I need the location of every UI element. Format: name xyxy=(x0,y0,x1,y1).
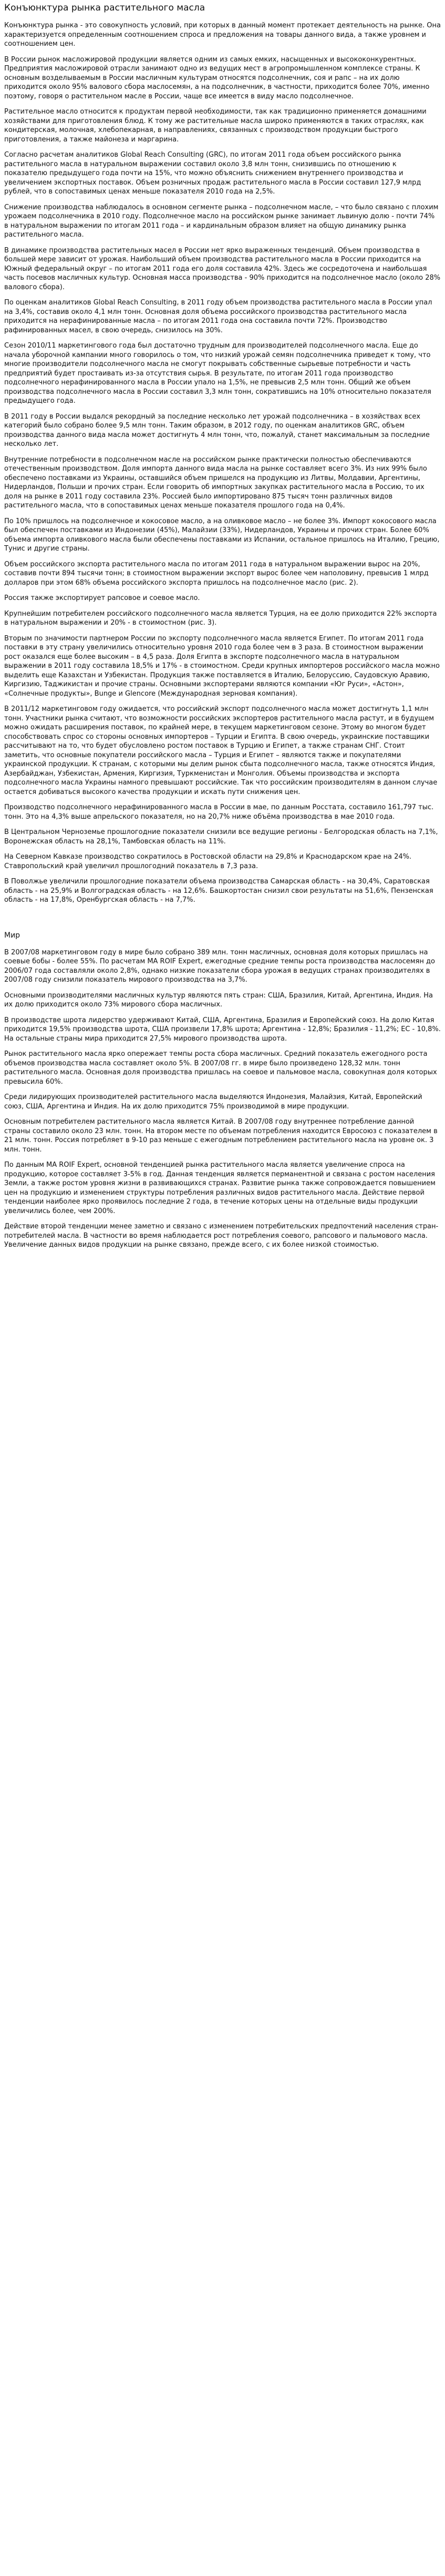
section-heading: Мир xyxy=(4,931,20,940)
paragraph: Согласно расчетам аналитиков Global Reach Consulting (GRC), по итогам 2011 года объем российского рынка растительного масла в натуральном выражении составил около 3,8 млн тонн, снизившись по отношению к показателю предыдущего года почти на 15%, что можно объяснить снижением внутреннего производства и увеличением экспортных поставок. Объем розничных продаж растительного масла в России составил 127,9 млрд рублей, что в сопоставимых ценах меньше показателя 2010 года на 2,5%. xyxy=(4,151,421,196)
paragraph: В Центральном Черноземье прошлогодние показатели снизили все ведущие регионы - Белгородская область на 7,1%, Воронежская область на 28,1%, Тамбовская область на 11%. xyxy=(4,828,438,846)
paragraph: Производство подсолнечного нерафинированного масла в России в мае, по данным Росстата, составило 161,797 тыс. тонн. Это на 4,3% выше апрельского показателя, но на 20,7% ниже объёма производства в мае 2010 года. xyxy=(4,803,434,821)
paragraph: Основными производителями масличных культур являются пять стран: США, Бразилия, Китай, Аргентина, Индия. На их долю приходится около 73% мирового сбора масличных. xyxy=(4,991,433,1009)
paragraph: Основным потребителем растительного масла является Китай. В 2007/08 году внутреннее потребление данной страны составило около 23 млн. тонн. На втором месте по объемам потребления находится Евросоюз с показателем в 21 млн. тонн. Россия потребляет в 9-10 раз меньше с ежегодным потреблением растительного масла на уровне ок. 3 млн. тонн. xyxy=(4,1118,438,1154)
paragraph: По оценкам аналитиков Global Reach Consulting, в 2011 году объем производства растительного масла в России упал на 3,4%, составив около 4,1 млн тонн. Основная доля объема российского производства растительного масла приходится на нерафинированные масла – по итогам 2011 года она составила почти 72%. Производство рафинированных масел, в свою очередь, снизилось на 30%. xyxy=(4,299,432,334)
paragraph: В производстве шрота лидерство удерживают Китай, США, Аргентина, Бразилия и Европейский союз. На долю Китая приходится 19,5% производства шрота, США произвели 17,8% шрота; Аргентина - 12,8%; Бразилия - 11,2%; ЕС - 10,8%. На остальные страны мира приходится 27,5% мирового производства шрота. xyxy=(4,1016,441,1043)
russia-section xyxy=(4,21,441,905)
paragraph: Внутренние потребности в подсолнечном масле на российском рынке практически полностью обеспечиваются отечественным производством. Доля импорта данного вида масла на рынке составляет всего 3%. Из них 99% было обеспечено поставками из Украины, оставшийся объем пришелся на продукцию из Литвы, Молдавии, Аргентины, Нидерландов, Польши и прочих стран. Если говорить об импортных закупках растительного масла в Россию, то их доля на рынке в 2011 году составила 23%. Россией было импортировано 875 тысяч тонн различных видов растительного масла, что в сопоставимых ценах меньше показателя прошлого года на 0,4%. xyxy=(4,455,427,510)
article xyxy=(0,0,445,1250)
paragraph: В динамике производства растительных масел в России нет ярко выраженных тенденций. Объем производства в большей мере зависит от урожая. Наибольший объем производства растительного масла в России приходится на Южный федеральный округ – по итогам 2011 года его доля составила 42%. Здесь же сосредоточена и наибольшая часть посевов масличных культур. Основная масса производства - 90% приходится на подсолнечное масло (около 28% валового сбора). xyxy=(4,246,441,291)
paragraph: В Поволжье увеличили прошлогодние показатели объема производства Самарская область - на 30,4%, Саратовская область - на 25,9% и Волгоградская область - на 12,6%. Башкортостан снизил свои результаты на 51,6%, Пензенская область - на 17,8%, Оренбургская область - на 7,7%. xyxy=(4,878,433,904)
paragraph: По данным MA ROIF Expert, основной тенденцией рынка растительного масла является увеличение спроса на продукцию, которое составляет 3-5% в год. Данная тенденция является перманентной и связана с ростом населения Земли, а также ростом уровня жизни в развивающихся странах. Развитие рынка также сопровождается повышением цен на продукцию и изменением структуры потребления различных видов растительного масла. Действие первой тенденции наиболее ярко проявилось последние 2 года, в течение которых цены на отдельные виды продукции увеличились более, чем 200%. xyxy=(4,1161,436,1215)
paragraph: В 2007/08 маркетинговом году в мире было собрано 389 млн. тонн масличных, основная доля которых пришлась на соевые бобы - более 55%. По расчетам MA ROIF Expert, ежегодные средние темпы роста производства маслосемян до 2006/07 года составляли около 2,8%, однако низкие показатели сбора урожая в ведущих странах производителях в 2007/08 году снизили показатель мирового производства на 3,7%. xyxy=(4,948,435,984)
paragraph: В России рынок масложировой продукции является одним из самых емких, насыщенных и высококонкурентных. Предприятия масложировой отрасли занимают одно из ведущих мест в агропромышленном комплексе страны. К основным возделываемым в России масличным культурам относятся подсолнечник, соя и рапс – на их долю приходится около 95% валового сбора маслосемян, а на подсолнечник, в частности, приходится более 70%, именно поэтому, говоря о растительном масле в России, чаще все имеется в виду масло подсолнечное. xyxy=(4,55,430,100)
paragraph: Растительное масло относится к продуктам первой необходимости, так как традиционно применяется домашними хозяйствами для приготовления блюд. К тому же растительные масла широко применяются в таких отраслях, как кондитерская, молочная, хлебопекарная, в направлениях, связанных с производством продукции быстрого приготовления, а также майонеза и маргарина. xyxy=(4,108,427,144)
paragraph: Крупнейшим потребителем российского подсолнечного масла является Турция, на ее долю приходится 22% экспорта в натуральном выражении и 20% - в стоимостном (рис. 3). xyxy=(4,609,437,627)
world-section xyxy=(4,930,441,1250)
paragraph: Снижение производства наблюдалось в основном сегменте рынка – подсолнечном масле, – что было связано с плохим урожаем подсолнечника в 2010 году. Подсолнечное масло на российском рынке занимает львиную долю - почти 74% в натуральном выражении по итогам 2011 года – и кардинальным образом влияет на общую динамику рынка растительного масла. xyxy=(4,203,439,239)
paragraph: На Северном Кавказе производство сократилось в Ростовской области на 29,8% и Краснодарском крае на 24%. Ставропольский край увеличил прошлогодний показатель в 7,3 раза. xyxy=(4,853,412,870)
paragraph: По 10% пришлось на подсолнечное и кокосовое масло, а на оливковое масло – не более 3%. Импорт кокосового масла был обеспечен поставками из Индонезии (45%), Малайзии (33%), Нидерландов, Украины и прочих стран. Более 60% объема импорта оливкового масла были обеспечены поставками из Испании, остальное пришлось на Италию, Грецию, Тунис и другие страны. xyxy=(4,517,440,553)
page-title: Конъюнктура рынка растительного масла xyxy=(4,3,205,13)
paragraph: Конъюнктура рынка - это совокупность условий, при которых в данный момент протекает деятельность на рынке. Она характеризуется определенным соотношением спроса и предложения на товары данного вида, а также уровнем и соотношением цен. xyxy=(4,22,441,48)
paragraph: В 2011 году в России выдался рекордный за последние несколько лет урожай подсолнечника – в хозяйствах всех категорий было собрано более 9,5 млн тонн. Таким образом, в 2012 году, по оценкам аналитиков GRC, объем производства данного вида масла может достигнуть 4 млн тонн, что, пожалуй, станет максимальным за последние несколько лет. xyxy=(4,412,430,448)
paragraph: Объем российского экспорта растительного масла по итогам 2011 года в натуральном выражении вырос на 20%, составив почти 894 тысячи тонн; в стоимостном выражении экспорт вырос более чем наполовину, превысив 1 млрд долларов при этом 68% объема российского экспорта пришлось на подсолнечное масло (рис. 2). xyxy=(4,560,429,587)
paragraph: Действие второй тенденции менее заметно и связано с изменением потребительских предпочтений населения стран-потребителей масла. В частности во время наблюдается рост потребления соевого, рапсового и пальмового масла. Увеличение данных видов продукции на рынке связано, прежде всего, с их более низкой стоимостью. xyxy=(4,1223,439,1249)
paragraph: Вторым по значимости партнером России по экспорту подсолнечного масла является Египет. По итогам 2011 года поставки в эту страну увеличились относительно уровня 2010 года более чем в 3 раза. В стоимостном выражении рост оказался еще более высоким – в 4,5 раза. Доля Египта в экспорте подсолнечного масла в натуральном выражении в 2011 году составила 18,5% и 17% - в стоимостном. Среди крупных импортеров российского масла можно выделить еще Казахстан и Узбекистан. Продукция также поставляется в Италию, Белоруссию, Саудовскую Аравию, Киргизию, Таджикистан и прочие страны. Основными экспортерами являются компании «Юг Руси», «Астон», «Солнечные продукты», Bunge и Glencore (Международная зерновая компания). xyxy=(4,634,440,698)
paragraph: Сезон 2010/11 маркетингового года был достаточно трудным для производителей подсолнечного масла. Еще до начала уборочной кампании много говорилось о том, что низкий урожай семян подсолнечника приведет к тому, что многие производители подсолнечного масла не смогут покрывать собственные сырьевые потребности и часть предприятий будет простаивать из-за отсутствия сырья. В результате, по итогам 2011 года производство подсолнечного нерафинированного масла в России упало на 1,5%, не превысив 2,5 млн тонн. Общий же объем производства подсолнечного масла в России составил 3,3 млн тонн, сократившись на 10% относительно показателя предыдущего года. xyxy=(4,342,431,405)
paragraph: Рынок растительного масла ярко опережает темпы роста сбора масличных. Средний показатель ежегодного роста объемов производства масла составляет около 5%. В 2007/08 гг. в мире было произведено 128,32 млн. тонн растительного масла. Основная доля производства пришлась на соевое и пальмовое масла, совокупная доля которых превысила 60%. xyxy=(4,1050,437,1086)
paragraph: В 2011/12 маркетинговом году ожидается, что российский экспорт подсолнечного масла может достигнуть 1,1 млн тонн. Участники рынка считают, что возможности российских экспортеров растительного масла растут, и в будущем можно ожидать расширения поставок, по крайней мере, в текущем маркетинговом сезоне. Этому во многом будет способствовать спрос со стороны основных импортеров – Турции и Египта. В свою очередь, украинские поставщики рассчитывают на то, что будет обусловлено ростом поставок в Турцию и Египет, а также странам СНГ. Стоит заметить, что основные покупатели российского масла – Турция и Египет – являются также и покупателями украинской продукции. К странам, с которыми мы делим рынок сбыта подсолнечного масла, также относятся Индия, Азербайджан, Узбекистан, Армения, Киргизия, Туркменистан и Монголия. Объемы производства и экспорта подсолнечного масла Украины намного превышают российские. Так что российским производителям в данном случае остается добиваться высокого качества продукции и искать пути снижения цен. xyxy=(4,705,438,796)
paragraph: Среди лидирующих производителей растительного масла выделяются Индонезия, Малайзия, Китай, Европейский союз, США, Аргентина и Индия. На их долю приходится 75% производимой в мире продукции. xyxy=(4,1093,422,1111)
paragraph: Россия также экспортирует рапсовое и соевое масло. xyxy=(4,594,200,602)
